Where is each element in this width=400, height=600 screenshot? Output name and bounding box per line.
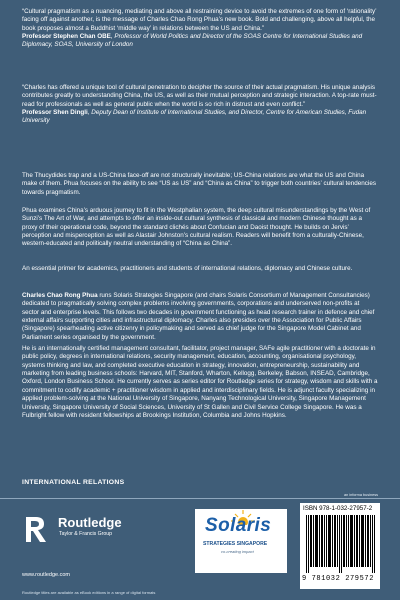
divider <box>0 498 400 499</box>
quote-2-affiliation: , Deputy Dean of Institute of International Studies, and Director, Centre for American Studies, Fudan University <box>22 109 367 125</box>
subject-category: INTERNATIONAL RELATIONS <box>22 479 125 486</box>
quote-1-affiliation: , Professor of World Politics and Director of the SOAS Centre for International Studies and Diplomacy, SOAS, University of London <box>22 33 363 49</box>
author-bio-paragraph-2: He is an internationally certified management consultant, facilitator, project manager, SAFe agile practitioner with a doctorate in public policy, degrees in international relations, security management, education, accounting, organisational psychology, systems thinking and law, and completed executive education in strategy, innovation, entrepreneurship, sustainability and marketing from leading business schools: Harvard, MIT, Stanford, Wharton, Kellogg, Berkeley, Babson, INSEAD, Cambridge, Oxford, London Business School. He currently serves as series editor for Routledge series for strategy, wisdom and skills with a commitment to codify academic + practitioner wisdom in applied and interdisciplinary fields. He is adjunct faculty specializing in applied problem-solving at the National University of Singapore, Nanyang Technological University, Singapore Management University, Singapore University of Social Sciences, University of St Gallen and Civil Service College Singapore. He was a Fulbright fellow with resident fellowships at Brookings Institution, Columbia and Johns Hopkins. <box>22 345 378 419</box>
blurb-paragraph-1: The Thucydides trap and a US-China face-off are not structurally inevitable; US-China relations are what the US and China make of them. Phua focuses on the ability to see “US as US” and “China as China” to trigger both countries’ cultural tendencies towards pragmatism. <box>22 172 376 196</box>
solaris-wordmark: Solaris <box>205 515 272 536</box>
ebook-note: Routledge titles are available as eBook editions in a range of digital formats <box>22 590 156 595</box>
quote-2-text: “Charles has offered a unique tool of cultural penetration to decipher the source of their actual pragmatism. His unique analysis contributes greatly to understanding China, the US, as well as their mutual perception and strategic interaction. A top-rate must-read for professionals as well as general public when the world is so rich in distrust and even conflict.” <box>22 84 377 108</box>
isbn-text: ISBN 978-1-032-27957-2 <box>303 505 373 512</box>
blurb-paragraph-2: Phua examines China’s arduous journey to fit in the Westphalian system, the deep cultural misunderstandings by the West of Sunzi’s The Art of War, and attempts to offer an inside-out cultural synthesis of classical and modern Chinese thought as a proxy of their operational code, beyond the standard clichés about Confucian and Daoist thought. He builds on Jervis’ perception and misperception as well as Alastair Johnston’s cultural realism. Readers will benefit from a culturally-Chinese, western-educated and politically neutral understanding of “China as China”. <box>22 207 371 248</box>
routledge-group: Taylor & Francis Group <box>59 531 113 537</box>
quote-1-author: Professor Stephen Chan OBE <box>22 33 111 41</box>
routledge-logo <box>22 515 142 557</box>
routledge-wordmark: Routledge <box>58 515 122 530</box>
quote-1-text: “Cultural pragmatism as a nuancing, mediating and above all restraining device to avoid the extremes of one form of ‘rationality’ facing off against another, is the message of Charles Chao Rong Phua’s new book. Bold and challenging, above all helpful, the book proposes almost a Buddhist ‘middle way’ in relations between the US and China.” <box>22 8 377 32</box>
publisher-url: www.routledge.com <box>22 572 70 578</box>
author-bio-paragraph-1 <box>22 292 378 342</box>
author-name: Charles Chao Rong Phua <box>22 292 98 299</box>
barcode-number: 9 781032 279572 <box>302 575 375 583</box>
barcode-bars <box>306 515 376 573</box>
blurb-paragraph-3: An essential primer for academics, practitioners and students of international relations, diplomacy and Chinese culture. <box>22 265 353 272</box>
quote-2-author: Professor Shen Dingli <box>22 109 88 117</box>
endorsement-quote-2 <box>22 84 378 126</box>
solaris-tagline: STRATEGIES SINGAPORE <box>203 541 268 547</box>
author-bio-text: runs Solaris Strategies Singapore (and chairs Solaris Consortium of Management Consultancies) dedicated to pragmatically solving complex problems involving governments, corporations and underserved non-profits at sector and enterprise levels. This follows two decades in government functioning as head research trainer in defence and chief external affairs supporting cities and infrastructural diplomacy. Charles also presides over the Association for Public Affairs (Singapore) spearheading active citizenry in policymaking and served as chief judge for the Singapore Model Cabinet and Parliament series organised by the government. <box>22 292 375 341</box>
solaris-subtag: co-creating impact <box>221 549 254 554</box>
isbn-barcode <box>300 503 380 589</box>
solaris-logo <box>195 509 287 573</box>
routledge-mark-icon <box>22 515 54 545</box>
endorsement-quote-1 <box>22 8 378 50</box>
informa-note: an informa business <box>344 493 378 497</box>
